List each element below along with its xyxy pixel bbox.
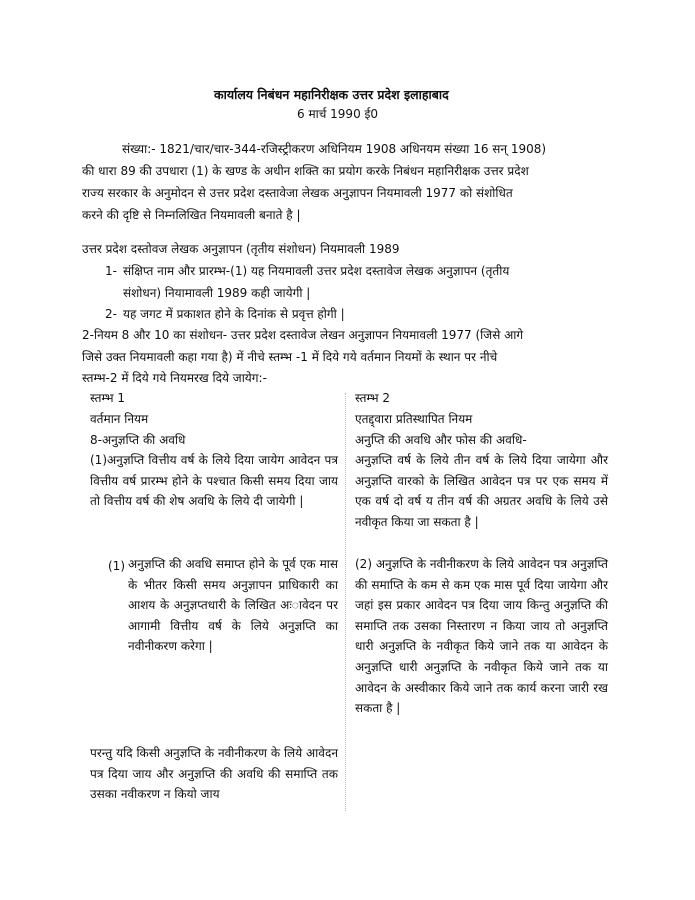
document-date: 6 मार्च 1990 ई0 [297,107,379,121]
amendment-line-3: स्तम्भ-2 में दिये गये नियमरख दिये जायेग:- [82,371,267,385]
rules-heading: उत्तर प्रदेश दस्तोवज लेखक अनुज्ञापन (तृतीय संशोधन) नियमावली 1989 [82,242,400,256]
column-2-rule-title: अनुप्ति की अवधि और फोस की अवधि- [355,433,527,447]
item-2-number: 2- [105,307,117,321]
item-1-line-2: संशोधन) नियामावली 1989 कही जायेगी | [123,286,311,300]
column-1-paragraph-1: (1)अनुज्ञप्ति वित्तीय वर्ष के लिये दिया जायेग आवेदन पत्र वित्तीय वर्ष प्रारम्भ होने के पश्चात किसी समय दिया जाय तो वित्तीय वर्ष की शेष अवधि के लिये दी जायेगी | [90,453,338,509]
column-1-paragraph-2-number: (1) [108,559,125,573]
item-1-number: 1- [105,264,117,278]
intro-line-4: करने की दृष्टि से निम्नलिखित नियमावली बनाते है | [82,208,301,222]
item-2-line-1: यह जगट में प्रकाशत होने के दिनांक से प्रवृत्त होगी | [123,307,345,321]
column-1-title: स्तम्भ 1 [90,391,125,405]
item-1-line-1: संक्षिप्त नाम और प्रारम्भ-(1) यह नियमावली उत्तर प्रदेश दस्तावेज लेखक अनुज्ञापन (तृतीय [123,264,510,278]
intro-line-2: की धारा 89 की उपधारा (1) के खण्ड के अधीन शक्ति का प्रयोग करके निबंधन महानिरीक्षक उत्तर प्रदेश [82,164,529,178]
column-divider [345,393,346,811]
document-title: कार्यालय निबंधन महानिरीक्षक उत्तर प्रदेश इलाहाबाद [214,87,449,102]
column-1-paragraph-2: अनुज्ञप्ति की अवधि समाप्त होने के पूर्व एक मास के भीतर किसी समय अनुज्ञापन प्राधिकारी का आशय के अनुज्ञप्तधारी के लिखित अःावेदन पर आगामी वित्तीय वर्ष के लिये अनुज्ञप्ति का नवीनीकरण करेगा | [128,557,338,654]
amendment-line-2: जिसे उक्त नियमावली कहा गया है) में नीचे स्तम्भ -1 में दिये गये वर्तमान नियमों के स्थान पर नीचे [82,350,498,364]
column-2-paragraph-1: अनुज्ञप्ति वर्ष के लिये तीन वर्ष के लिये दिया जायेगा और अनुज्ञप्ति वारको के लिखित आवेदन पत्र पर एक समय में एक वर्ष दो वर्ष य तीन वर्ष की अग्रतर अवधि के लिये उसे नवीकृत किया जा सकता है | [355,453,608,529]
intro-line-1: संख्या:- 1821/चार/चार-344-रजिस्ट्रीकरण अधिनियम 1908 अधिनयम संख्या 16 सन् 1908) [122,142,547,156]
column-2-subtitle: एतद्द्वारा प्रतिस्थापित नियम [355,412,473,426]
column-1-rule-title: 8-अनुज्ञप्ति की अवधि [90,433,186,447]
column-1-paragraph-3: परन्तु यदि किसी अनुज्ञप्ति के नवीनीकरण के लिये आवेदन पत्र दिया जाय और अनुज्ञप्ति की अवधि की समाप्ति तक उसका नवीकरण न कियो जाय [90,746,338,802]
intro-line-3: राज्य सरकार के अनुमोदन से उत्तर प्रदेश दस्तावेजा लेखक अनुज्ञापन नियमावली 1977 को संशोधित [82,186,513,200]
column-2-paragraph-2: (2) अनुज्ञप्ति के नवीनीकरण के लिये आवेदन पत्र अनुज्ञप्ति की समाप्ति के कम से कम एक मास पूर्व दिया जायेगा और जहां इस प्रकार आवेदन पत्र दिया जाय किन्तु अनुज्ञप्ति की समाप्ति तक उसका निस्तारण न किया जाय तो अनुज्ञप्ति धारी अनुज्ञप्ति के नवीकृत किये जाने तक या आवेदन के अनुज्ञप्ति धारी अनुज्ञप्ति के नवीकृत किये जाने तक या आवेदन के अस्वीकार किये जाने तक कार्य करना जारी रख सकता है | [355,557,608,716]
column-2-title: स्तम्भ 2 [355,391,390,405]
amendment-line-1: 2-नियम 8 और 10 का संशोधन- उत्तर प्रदेश दस्तावेज लेखन अनुज्ञापन नियमावली 1977 (जिसे आगे [82,328,524,342]
column-1-subtitle: वर्तमान नियम [90,412,149,426]
